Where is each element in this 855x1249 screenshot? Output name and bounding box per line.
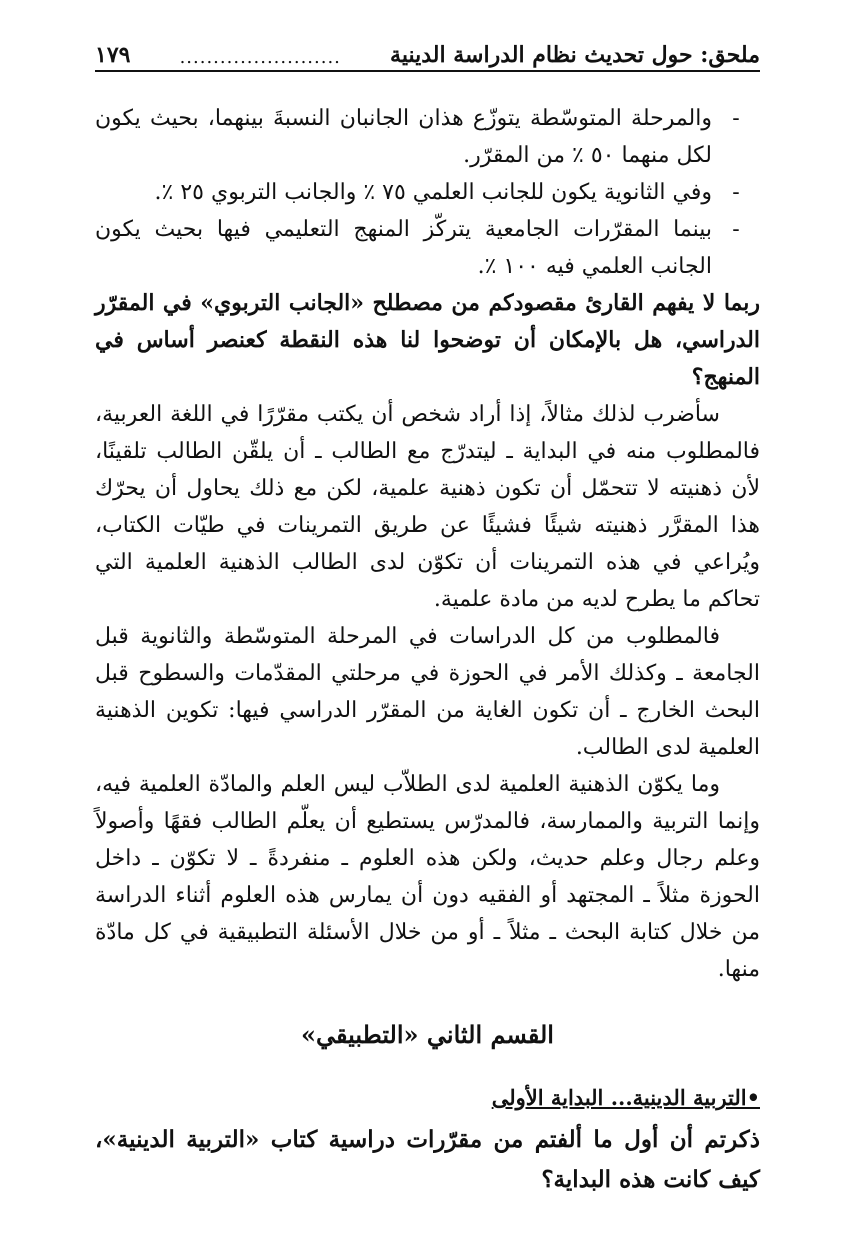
- bullet-item: [95, 174, 760, 211]
- bullet-text: والمرحلة المتوسّطة يتوزّع هذان الجانبان النسبةَ بينهما، بحيث يكون لكل منهما ٥٠ ٪ من المقرّر.: [95, 106, 712, 168]
- bullet-item: [95, 100, 760, 174]
- bullet-text: وفي الثانوية يكون للجانب العلمي ٧٥ ٪ والجانب التربوي ٢٥ ٪.: [154, 180, 712, 205]
- header-leader-dots: ........................: [179, 47, 341, 68]
- interview-question: ذكرتم أن أول ما ألفتم من مقرّرات دراسية كتاب «التربية الدينية»، كيف كانت هذه البداية؟: [95, 1126, 760, 1193]
- interview-question: ربما لا يفهم القارئ مقصودكم من مصطلح «الجانب التربوي» في المقرّر الدراسي، هل بالإمكان أن توضحوا لنا هذه النقطة كعنصر أساس في المنهج؟: [95, 290, 760, 390]
- answer-paragraph: سأضرب لذلك مثالاً، إذا أراد شخص أن يكتب مقرّرًا في اللغة العربية، فالمطلوب منه في البداية ـ ليتدرّج مع الطالب ـ أن يلقّن الطالب تلقينًا، لأن ذهنيته لا تتحمّل أن تكون ذهنية علمية، لكن مع ذلك يحاول أن يحرّك هذا المقرَّر ذهنيته شيئًا فشيئًا عن طريق التمرينات في طيّات الكتاب، ويُراعي في هذه التمرينات أن تكوّن لدى الطالب الذهنية العلمية التي تحاكم ما يطرح لديه من مادة علمية.: [95, 402, 760, 612]
- bullet-dash: -: [732, 180, 740, 205]
- header-title: ملحق: حول تحديث نظام الدراسة الدينية: [390, 42, 760, 68]
- bullet-text: بينما المقرّرات الجامعية يتركّز المنهج التعليمي فيها بحيث يكون الجانب العلمي فيه ١٠٠ ٪.: [95, 217, 712, 279]
- bullet-item: [95, 211, 760, 285]
- page-number: ١٧٩: [95, 42, 131, 68]
- answer-paragraph: وما يكوّن الذهنية العلمية لدى الطلاّب ليس العلم والمادّة العلمية فيه، وإنما التربية والممارسة، فالمدرّس يستطيع أن يعلّم الطالب فقهًا وأصولاً وعلم رجال وعلم حديث، ولكن هذه العلوم ـ منفردةً ـ لا تكوّن ـ داخل الحوزة مثلاً ـ المجتهد أو الفقيه دون أن يمارس هذه العلوم أثناء الدراسة من خلال كتابة البحث ـ مثلاً ـ أو من خلال الأسئلة التطبيقية في كل مادّة منها.: [95, 772, 760, 982]
- section-title: القسم الثاني «التطبيقي»: [301, 1020, 554, 1049]
- bullet-dash: -: [732, 106, 740, 131]
- page-body: [95, 100, 760, 1200]
- answer-paragraph: فالمطلوب من كل الدراسات في المرحلة المتوسّطة والثانوية قبل الجامعة ـ وكذلك الأمر في الحوزة في مرحلتي المقدّمات والسطوح قبل البحث الخارج ـ أن تكون الغاية من المقرّر الدراسي فيها: تكوين الذهنية العلمية لدى الطالب.: [95, 624, 760, 760]
- bullet-dash: -: [732, 217, 740, 242]
- subheading: •التربية الدينية... البداية الأولى: [491, 1085, 760, 1110]
- header-rule: [95, 70, 760, 72]
- running-header: [95, 32, 760, 68]
